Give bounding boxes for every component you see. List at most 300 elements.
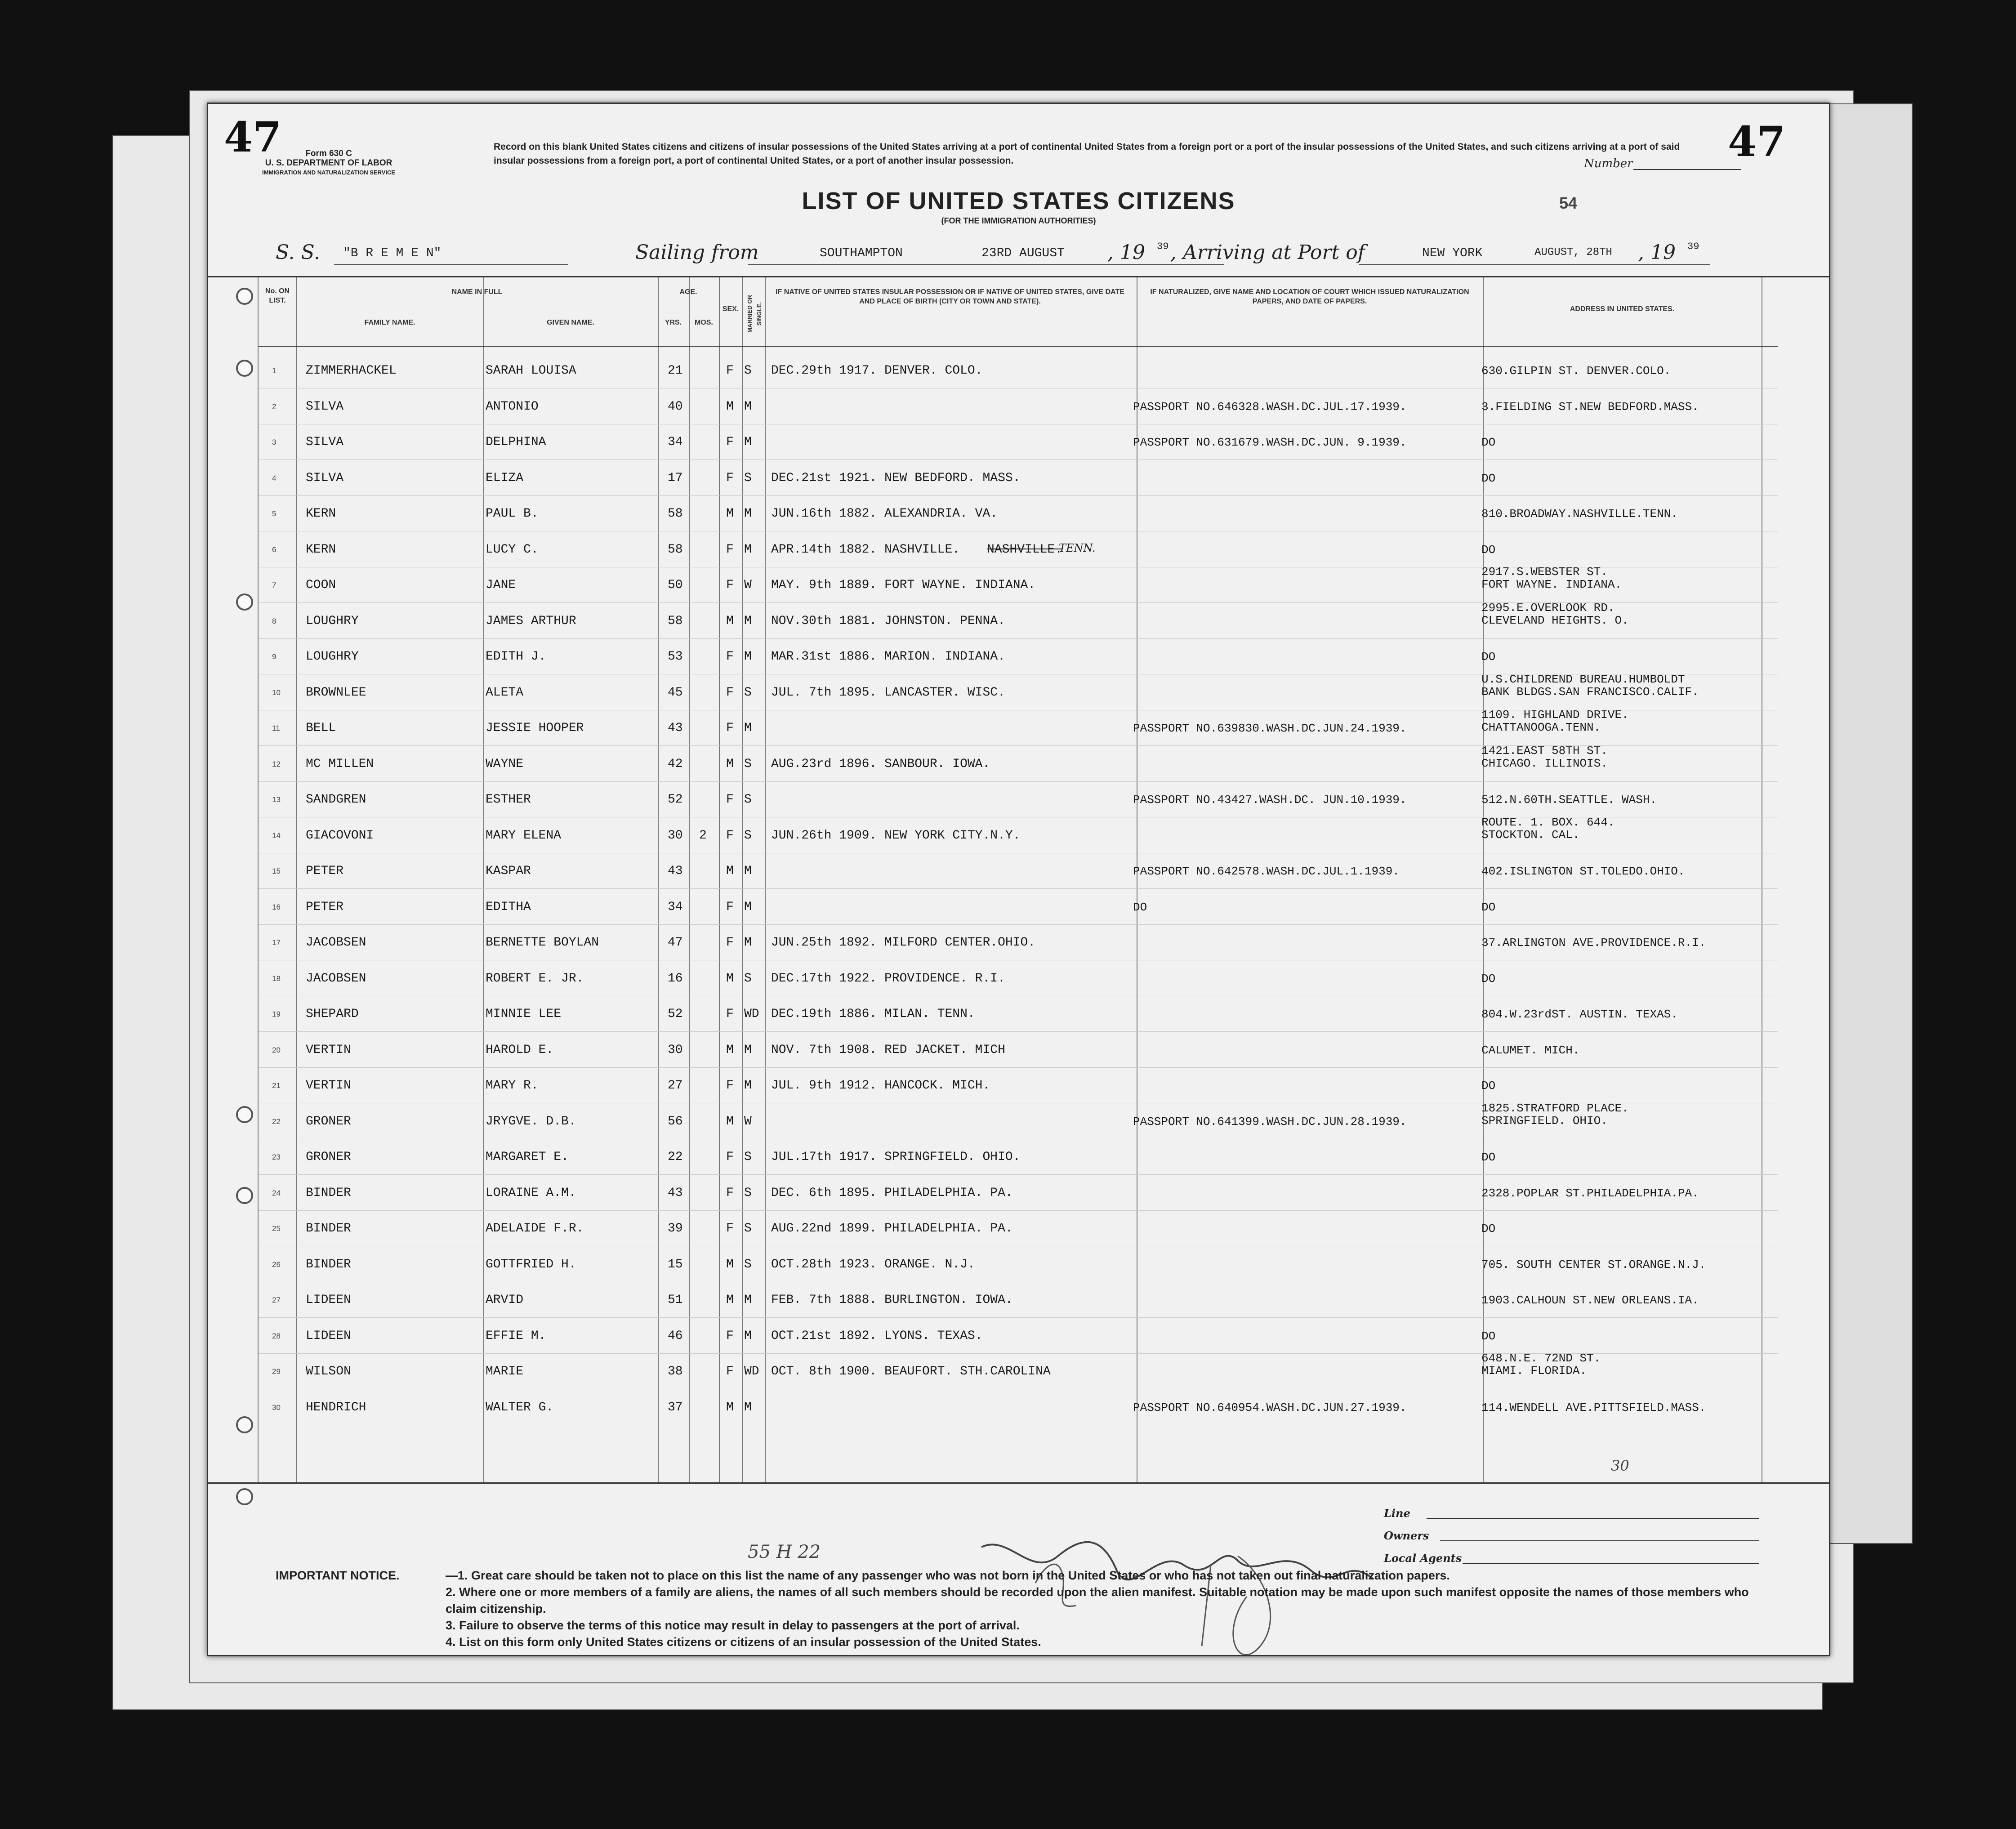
given-name: BERNETTE BOYLAN [486,936,599,950]
family-name: BINDER [306,1257,351,1271]
form-number: Form 630 C [305,149,352,158]
address-line-2: CHATTANOOGA.TENN. [1481,721,1601,734]
address-line-1: 114.WENDELL AVE.PITTSFIELD.MASS. [1481,1401,1706,1414]
age-years: 50 [668,578,683,592]
form-identifier [262,149,395,177]
birth-info: MAR.31st 1886. MARION. INDIANA. [771,650,1005,664]
sex: F [726,828,734,843]
age-months: 2 [699,828,707,843]
header-age: AGE. [679,288,697,296]
address-line-1: DO [1481,650,1496,664]
row-number: 15 [272,867,281,875]
marital-status: S [744,471,752,485]
birth-info: DEC.19th 1886. MILAN. TENN. [771,1007,975,1021]
naturalization-info: PASSPORT NO.639830.WASH.DC.JUN.24.1939. [1133,722,1407,735]
birth-info: AUG.23rd 1896. SANBOUR. IOWA. [771,757,990,771]
given-name: ARVID [486,1293,524,1307]
number-label: Number [1584,157,1633,170]
address-line-2: SPRINGFIELD. OHIO. [1481,1114,1608,1128]
arrival-port: NEW YORK [1422,246,1483,260]
marital-status: M [744,399,752,414]
header-months: MOS. [695,319,713,326]
marital-status: M [744,507,752,521]
birth-info: APR.14th 1882. NASHVILLE. [771,542,960,557]
row-number: 18 [272,974,281,983]
table-row [259,1318,1778,1354]
given-name: EFFIE M. [486,1329,546,1343]
given-name: ADELAIDE F.R. [486,1222,584,1236]
family-name: SILVA [306,399,344,414]
birth-info: DEC.17th 1922. PROVIDENCE. R.I. [771,971,1005,986]
arrival-date: AUGUST, 28TH [1534,246,1612,259]
address-line-1: ROUTE. 1. BOX. 644. [1481,815,1615,829]
notice-label: IMPORTANT NOTICE. [276,1569,400,1582]
sex: M [726,614,734,628]
sex: F [726,650,734,664]
family-name: VERTIN [306,1079,351,1093]
row-number: 10 [272,688,281,697]
family-name: WILSON [306,1365,351,1378]
line-label: Line [1384,1507,1410,1520]
table-row [259,1247,1778,1282]
marital-status: S [744,757,752,771]
address-line-1: 1825.STRATFORD PLACE. [1481,1101,1629,1115]
binder-hole [236,288,253,305]
given-name: DELPHINA [486,435,546,449]
birth-info: JUL.17th 1917. SPRINGFIELD. OHIO. [771,1150,1021,1164]
sex: M [726,1114,734,1129]
table-row [259,424,1778,460]
age-years: 43 [668,721,683,735]
owners-underline [1440,1540,1759,1541]
age-years: 42 [668,757,683,771]
age-years: 52 [668,793,683,807]
sex: M [726,971,734,986]
row-number: 23 [272,1153,281,1161]
address-line-1: DO [1481,900,1496,914]
age-years: 52 [668,1007,683,1021]
handwritten-numbers: 55 H 22 [748,1542,821,1562]
row-number: 24 [272,1188,281,1197]
notice-item-4: 4. List on this form only United States citizens or citizens of an insular possession of the United States. [446,1635,1041,1649]
service-name: IMMIGRATION AND NATURALIZATION SERVICE [262,169,396,176]
age-years: 53 [668,650,683,664]
table-row [259,889,1778,925]
table-row [259,710,1778,746]
sex: M [726,1043,734,1057]
row-number: 19 [272,1010,281,1018]
given-name: EDITHA [486,900,531,914]
marital-status: M [744,1293,752,1307]
row-number: 26 [272,1260,281,1269]
sex: F [726,721,734,735]
row-number: 2 [272,402,277,411]
age-years: 58 [668,507,683,521]
table-row [259,782,1778,817]
address-line-1: DO [1481,1079,1496,1093]
age-years: 17 [668,471,683,485]
binder-hole [236,1416,253,1433]
family-name: LOUGHRY [306,614,359,628]
age-years: 58 [668,542,683,557]
given-name: JAMES ARTHUR [486,614,576,628]
table-row [259,1390,1778,1425]
row-number: 12 [272,759,281,768]
age-years: 37 [668,1400,683,1414]
table-row [259,672,1778,710]
age-years: 47 [668,936,683,950]
row-number: 13 [272,795,281,804]
age-years: 46 [668,1329,683,1343]
marital-status: M [744,1400,752,1414]
notice-text-1: —1. Great care should be taken not to place on this list the name of any passenger who was not born in the United States or who has not taken out final naturalization papers. [446,1569,1450,1582]
table-row [259,1211,1778,1246]
sex: M [726,757,734,771]
address-line-1: 2995.E.OVERLOOK RD. [1481,601,1615,615]
sex: F [726,1329,734,1343]
row-number: 20 [272,1045,281,1054]
sex: F [726,1150,734,1164]
age-years: 34 [668,900,683,914]
manifest-table [208,276,1829,1484]
table-row [259,1101,1778,1139]
marital-status: M [744,614,752,628]
given-name: PAUL B. [486,507,539,521]
row-number: 4 [272,473,277,482]
marital-status: S [744,828,752,843]
address-line-1: DO [1481,471,1496,485]
address-line-1: 804.W.23rdST. AUSTIN. TEXAS. [1481,1008,1678,1021]
row-number: 14 [272,831,281,840]
age-years: 58 [668,614,683,628]
address-line-1: DO [1481,1222,1496,1236]
sex: F [726,435,734,449]
binder-hole [236,360,253,377]
birth-info: JUN.16th 1882. ALEXANDRIA. VA. [771,507,998,521]
record-instructions: Record on this blank United States citizens and citizens of insular possessions of the United States arriving at a port of continental United States from a foreign port or a port of the insular possessions of the United States, and such citizens arriving at a port of said insular possessions from a foreign port, a port of continental United States, or a port of another insular possession. [494,142,1680,166]
family-name: VERTIN [306,1043,351,1057]
sex: F [726,793,734,807]
given-name: SARAH LOUISA [486,364,576,378]
sex: F [726,1365,734,1378]
from-port: SOUTHAMPTON [820,246,903,260]
age-years: 21 [668,364,683,378]
agents-underline [1463,1563,1759,1564]
given-name: ANTONIO [486,399,539,414]
important-notice [276,1567,1782,1651]
row-number: 5 [272,509,277,518]
birth-info: DEC. 6th 1895. PHILADELPHIA. PA. [771,1186,1013,1200]
sex: F [726,1079,734,1093]
family-name: PETER [306,900,344,914]
marital-status: WD [744,1365,759,1378]
sex: M [726,1257,734,1271]
sex: M [726,1293,734,1307]
address-line-1: 1903.CALHOUN ST.NEW ORLEANS.IA. [1481,1294,1699,1307]
header-years: YRS. [665,319,682,326]
marital-status: M [744,435,752,449]
marital-status: W [744,1114,752,1129]
header-no: No. ON LIST. [265,287,290,304]
row-number: 28 [272,1331,281,1340]
given-name: MARY R. [486,1079,539,1093]
birth-info: DEC.21st 1921. NEW BEDFORD. MASS. [771,471,1021,485]
row-number: 25 [272,1224,281,1233]
given-name: ELIZA [486,471,524,485]
address-line-1: 1421.EAST 58TH ST. [1481,744,1608,758]
family-name: SHEPARD [306,1007,359,1021]
line-underline [1427,1518,1759,1519]
table-row [259,460,1778,496]
header-naturalized: IF NATURALIZED, GIVE NAME AND LOCATION OF COURT WHICH ISSUED NATURALIZATION PAPERS, AND DATE OF PAPERS. [1150,288,1469,305]
page-number-left: 47 [224,113,282,161]
address-line-1: 2328.POPLAR ST.PHILADELPHIA.PA. [1481,1186,1699,1200]
notice-item-3: 3. Failure to observe the terms of this notice may result in delay to passengers at the port of arrival. [446,1619,1020,1632]
family-name: BROWNLEE [306,685,366,700]
birth-info: DEC.29th 1917. DENVER. COLO. [771,364,983,378]
marital-status: S [744,685,752,700]
owners-label: Owners [1384,1529,1429,1542]
struck-birth-text: NASHVILLE. [987,542,1063,557]
age-years: 30 [668,1043,683,1057]
family-name: GIACOVONI [306,828,374,843]
row-number: 30 [272,1403,281,1412]
given-name: LORAINE A.M. [486,1186,576,1200]
row-number: 11 [272,724,280,732]
age-years: 16 [668,971,683,986]
address-line-1: DO [1481,543,1496,557]
birth-info: MAY. 9th 1889. FORT WAYNE. INDIANA. [771,578,1036,592]
address-line-1: U.S.CHILDREND BUREAU.HUMBOLDT [1481,672,1685,686]
header-name-in-full: NAME IN FULL [451,288,503,296]
year-prefix-1: , 19 [1107,241,1145,264]
naturalization-info: PASSPORT NO.646328.WASH.DC.JUL.17.1939. [1133,400,1407,414]
address-line-2: FORT WAYNE. INDIANA. [1481,578,1622,591]
row-number: 29 [272,1367,281,1376]
number-line [1633,169,1741,170]
table-row [259,1175,1778,1211]
family-name: LIDEEN [306,1329,351,1343]
marital-status: S [744,1222,752,1236]
ss-label: S. S. [276,241,321,264]
marital-status: M [744,900,752,914]
page-title: LIST OF UNITED STATES CITIZENS [802,187,1235,214]
given-name: MINNIE LEE [486,1007,562,1021]
naturalization-info: PASSPORT NO.641399.WASH.DC.JUN.28.1939. [1133,1115,1407,1129]
header-divider [259,346,1778,347]
given-name: EDITH J. [486,650,546,664]
page-subtitle: (FOR THE IMMIGRATION AUTHORITIES) [941,216,1096,225]
birth-info: FEB. 7th 1888. BURLINGTON. IOWA. [771,1293,1013,1307]
table-row [259,961,1778,996]
row-number: 3 [272,438,277,446]
given-name: LUCY C. [486,542,539,557]
marital-status: M [744,650,752,664]
sex: F [726,900,734,914]
age-years: 43 [668,1186,683,1200]
year-suffix-1: 39 [1157,241,1169,252]
naturalization-info: PASSPORT NO.640954.WASH.DC.JUN.27.1939. [1133,1401,1407,1414]
address-line-1: 630.GILPIN ST. DENVER.COLO. [1481,364,1671,378]
header-given-name: GIVEN NAME. [547,319,594,326]
arriving-label: , Arriving at Port of [1170,241,1365,264]
table-row [259,1068,1778,1103]
given-name: MARGARET E. [486,1150,569,1164]
family-name: BINDER [306,1222,351,1236]
table-row [259,353,1778,388]
marital-status: M [744,721,752,735]
sex: F [726,1007,734,1021]
address-line-1: DO [1481,1151,1496,1164]
age-years: 27 [668,1079,683,1093]
given-name: JANE [486,578,516,592]
marital-status: M [744,1329,752,1343]
header-married-single: MARRIED OR SINGLE. [746,295,763,333]
age-years: 56 [668,1114,683,1129]
header-birth: IF NATIVE OF UNITED STATES INSULAR POSSESSION OR IF NATIVE OF UNITED STATES, GIVE DATE AND PLACE OF BIRTH (CITY OR TOWN AND STATE). [776,288,1124,305]
table-row [259,389,1778,424]
family-name: MC MILLEN [306,757,374,771]
marital-status: M [744,542,752,557]
address-line-1: 37.ARLINGTON AVE.PROVIDENCE.R.I. [1481,936,1706,950]
birth-info: AUG.22nd 1899. PHILADELPHIA. PA. [771,1222,1013,1236]
naturalization-info: PASSPORT NO.642578.WASH.DC.JUL.1.1939. [1133,865,1400,878]
family-name: SILVA [306,471,344,485]
sailing-label: Sailing from [635,241,759,264]
age-years: 45 [668,685,683,700]
given-name: MARIE [486,1365,524,1378]
sex: F [726,578,734,592]
age-years: 39 [668,1222,683,1236]
birth-info: OCT.28th 1923. ORANGE. N.J. [771,1257,975,1271]
sex: M [726,507,734,521]
naturalization-info: PASSPORT NO.43427.WASH.DC. JUN.10.1939. [1133,793,1407,807]
handwritten-total: 30 [1611,1457,1629,1474]
marital-status: M [744,936,752,950]
row-number: 6 [272,545,277,554]
sex: F [726,936,734,950]
sailing-line [748,264,1224,265]
birth-info: OCT.21st 1892. LYONS. TEXAS. [771,1329,983,1343]
table-row [259,1032,1778,1068]
address-line-1: 402.ISLINGTON ST.TOLEDO.OHIO. [1481,865,1685,878]
given-name: ESTHER [486,793,531,807]
page-number-right: 47 [1728,117,1786,166]
family-name: GRONER [306,1150,351,1164]
naturalization-info: DO [1133,900,1147,914]
family-name: LOUGHRY [306,650,359,664]
row-number: 21 [272,1081,281,1090]
binder-hole [236,1106,253,1123]
table-row [259,567,1778,603]
family-name: COON [306,578,336,592]
sex: F [726,1222,734,1236]
given-name: ROBERT E. JR. [486,971,584,986]
age-years: 38 [668,1365,683,1378]
sex: F [726,364,734,378]
sex: F [726,471,734,485]
family-name: PETER [306,864,344,878]
family-name: HENDRICH [306,1400,366,1414]
row-number: 27 [272,1296,281,1304]
given-name: HAROLD E. [486,1043,554,1057]
family-name: JACOBSEN [306,971,366,986]
family-name: SANDGREN [306,793,366,807]
marital-status: S [744,1150,752,1164]
table-row [259,1354,1778,1389]
row-number: 9 [272,652,277,661]
age-years: 51 [668,1293,683,1307]
family-name: ZIMMERHACKEL [306,364,397,378]
ship-line [334,264,568,265]
address-line-1: DO [1481,972,1496,986]
sail-date: 23RD AUGUST [981,246,1065,260]
sex: M [726,399,734,414]
handwritten-state: TENN. [1059,541,1096,554]
birth-info: JUN.26th 1909. NEW YORK CITY.N.Y. [771,828,1021,843]
address-line-2: BANK BLDGS.SAN FRANCISCO.CALIF. [1481,685,1699,699]
given-name: WAYNE [486,757,524,771]
given-name: GOTTFRIED H. [486,1257,576,1271]
sex: M [726,1400,734,1414]
address-line-1: 1109. HIGHLAND DRIVE. [1481,708,1629,722]
given-name: MARY ELENA [486,828,562,843]
age-years: 22 [668,1150,683,1164]
family-name: GRONER [306,1114,351,1129]
address-line-1: 2917.S.WEBSTER ST. [1481,565,1608,579]
birth-info: JUL. 9th 1912. HANCOCK. MICH. [771,1079,990,1093]
table-row [259,1282,1778,1318]
arrival-line [1359,264,1710,265]
age-years: 40 [668,399,683,414]
table-row [259,603,1778,639]
row-number: 16 [272,902,281,911]
voyage-line [208,241,1829,272]
marital-status: M [744,1079,752,1093]
birth-info: NOV.30th 1881. JOHNSTON. PENNA. [771,614,1005,628]
notice-item-2: 2. Where one or more members of a family are aliens, the names of all such members should be recorded upon the alien manifest. Suitable notation may be made upon such manifest opposite the names of those members who claim citizenship. [446,1585,1749,1615]
marital-status: WD [744,1007,759,1021]
header-family-name: FAMILY NAME. [364,319,415,326]
sex: F [726,1186,734,1200]
manifest-sheet [207,103,1830,1656]
marital-status: M [744,864,752,878]
birth-info: OCT. 8th 1900. BEAUFORT. STH.CAROLINA [771,1365,1051,1378]
address-line-2: STOCKTON. CAL. [1481,828,1580,842]
address-line-2: CLEVELAND HEIGHTS. O. [1481,613,1629,627]
binder-hole [236,593,253,611]
row-number: 8 [272,616,277,625]
address-line-1: DO [1481,436,1496,449]
binder-hole [236,1488,253,1505]
table-row [259,853,1778,889]
stamp-number: 54 [1559,194,1578,212]
marital-status: M [744,1043,752,1057]
local-agents-label: Local Agents [1384,1552,1462,1565]
family-name: LIDEEN [306,1293,351,1307]
age-years: 34 [668,435,683,449]
age-years: 43 [668,864,683,878]
table-row [259,496,1778,531]
table-row [259,532,1778,567]
given-name: WALTER G. [486,1400,554,1414]
age-years: 15 [668,1257,683,1271]
department-name: U. S. DEPARTMENT OF LABOR [265,158,392,168]
family-name: KERN [306,542,336,557]
address-line-1: CALUMET. MICH. [1481,1043,1580,1057]
address-line-1: 705. SOUTH CENTER ST.ORANGE.N.J. [1481,1258,1706,1271]
row-number: 7 [272,581,277,589]
